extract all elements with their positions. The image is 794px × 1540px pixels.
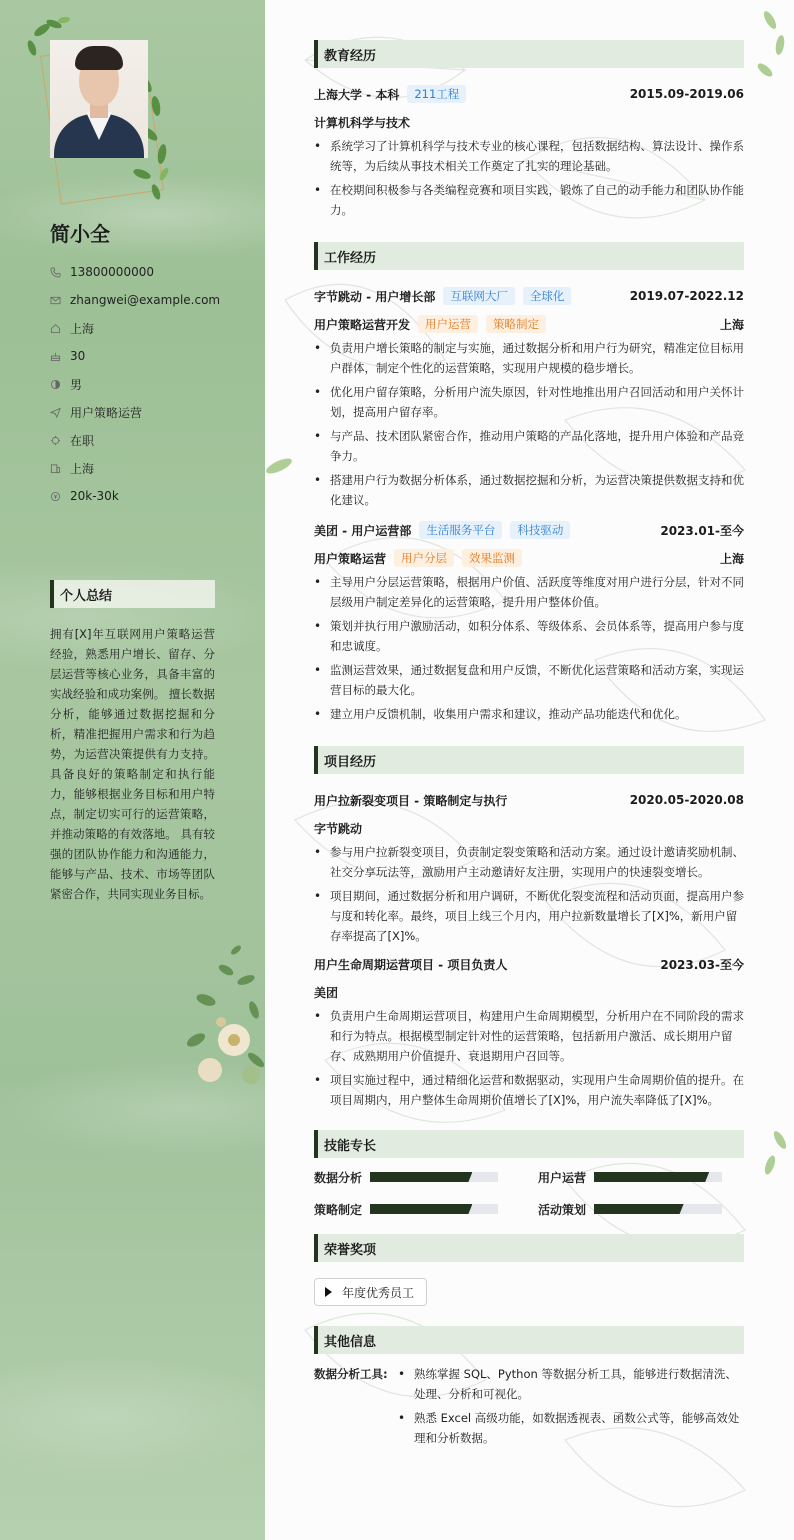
info-location bbox=[50, 314, 220, 342]
job-role: 用户策略运营 bbox=[314, 551, 387, 566]
company-tag: 全球化 bbox=[523, 287, 572, 305]
list-item: • 项目实施过程中，通过精细化运营和数据驱动，实现用户生命周期价值的提升。在项目周期内，用户整体生命周期价值增长了[X]%，用户流失率降低了[X]%。 bbox=[314, 1070, 744, 1110]
list-item: • 系统学习了计算机科学与技术专业的核心课程，包括数据结构、算法设计、操作系统等，为后续从事技术相关工作奠定了扎实的理论基础。 bbox=[314, 136, 744, 176]
phone-icon bbox=[50, 267, 70, 278]
role-tag: 效果监测 bbox=[462, 549, 522, 567]
sidebar bbox=[0, 0, 265, 1540]
skill-bar bbox=[594, 1204, 722, 1214]
job-role-row bbox=[314, 544, 744, 572]
job-role: 用户策略运营开发 bbox=[314, 317, 411, 332]
list-item: • 策划并执行用户激励活动，如积分体系、等级体系、会员体系等，提高用户参与度和忠诚度。 bbox=[314, 616, 744, 656]
profile-photo bbox=[50, 40, 148, 158]
info-text: 上海 bbox=[70, 321, 95, 336]
info-salary bbox=[50, 482, 220, 510]
job-company-row bbox=[314, 282, 744, 310]
education-heading: 教育经历 bbox=[314, 40, 744, 68]
skill-label: 活动策划 bbox=[538, 1202, 587, 1217]
job-date: 2019.07-2022.12 bbox=[629, 289, 744, 303]
skill-label: 用户运营 bbox=[538, 1170, 587, 1185]
info-status bbox=[50, 426, 220, 454]
project-row bbox=[314, 786, 744, 814]
list-item: • 优化用户留存策略，分析用户流失原因，针对性地推出用户召回活动和用户关怀计划，提高用户留存率。 bbox=[314, 382, 744, 422]
skill-label: 策略制定 bbox=[314, 1202, 363, 1217]
skill-item bbox=[538, 1198, 744, 1220]
gender-icon bbox=[50, 379, 70, 390]
summary-heading: 个人总结 bbox=[50, 580, 215, 608]
skill-fill bbox=[370, 1172, 472, 1182]
info-phone bbox=[50, 258, 220, 286]
info-age bbox=[50, 342, 220, 370]
project-org: 美团 bbox=[314, 985, 339, 1000]
main-content bbox=[265, 0, 794, 1540]
skill-label: 数据分析 bbox=[314, 1170, 363, 1185]
list-item: • 主导用户分层运营策略，根据用户价值、活跃度等维度对用户进行分层，针对不同层级用户制定差异化的运营策略，提升用户整体价值。 bbox=[314, 572, 744, 612]
skill-bar bbox=[370, 1204, 498, 1214]
project-row bbox=[314, 950, 744, 978]
profile-name: 简小全 bbox=[50, 222, 110, 246]
education-block bbox=[314, 80, 744, 220]
info-gender bbox=[50, 370, 220, 398]
project-org: 字节跳动 bbox=[314, 821, 363, 836]
project-name: 用户拉新裂变项目 - 策略制定与执行 bbox=[314, 793, 508, 808]
summary-text: 拥有[X]年互联网用户策略运营经验，熟悉用户增长、留存、分层运营等核心业务，具备丰富的实战经验和成功案例。 擅长数据分析，能够通过数据挖掘和分析，精准把握用户需求和行为趋势，为运营决策提供有力支持。 具备良好的策略制定和执行能力，能够根据业务目标和用户特点，制定切实可行的运营策略，并推动策略的有效落地。 具有较强的团队协作能力和沟通能力，能够与产品、技术、市场等团队紧密合作，共同实现业务目标。 bbox=[50, 627, 215, 901]
home-icon bbox=[50, 323, 70, 334]
job-block bbox=[314, 282, 744, 510]
building-icon bbox=[50, 463, 70, 474]
info-text: 用户策略运营 bbox=[70, 405, 143, 420]
info-city bbox=[50, 454, 220, 482]
job-city: 上海 bbox=[719, 317, 744, 332]
avatar-area bbox=[30, 18, 170, 198]
info-text: 上海 bbox=[70, 461, 95, 476]
info-text: 男 bbox=[70, 377, 83, 392]
skill-item bbox=[314, 1198, 520, 1220]
info-text: 在职 bbox=[70, 433, 95, 448]
award-label: 年度优秀员工 bbox=[342, 1285, 415, 1300]
send-icon bbox=[50, 407, 70, 418]
project-date: 2020.05-2020.08 bbox=[629, 793, 744, 807]
list-item: • 熟悉 Excel 高级功能，如数据透视表、函数公式等，能够高效处理和分析数据。 bbox=[398, 1408, 744, 1448]
education-date: 2015.09-2019.06 bbox=[629, 87, 744, 101]
education-bullets bbox=[314, 136, 744, 220]
project-block bbox=[314, 950, 744, 1110]
honors-list bbox=[314, 1278, 744, 1306]
list-item: • 负责用户生命周期运营项目，构建用户生命周期模型，分析用户在不同阶段的需求和行为特点。根据模型制定针对性的运营策略，包括新用户激活、成长期用户留存、成熟期用户价值提升、衰退期用户召回等。 bbox=[314, 1006, 744, 1066]
job-company-row bbox=[314, 516, 744, 544]
project-name: 用户生命周期运营项目 - 项目负责人 bbox=[314, 957, 508, 972]
work-heading: 工作经历 bbox=[314, 242, 744, 270]
other-key: 数据分析工具: bbox=[314, 1367, 388, 1381]
job-role-row bbox=[314, 310, 744, 338]
info-text: 20k-30k bbox=[70, 489, 119, 503]
skill-item bbox=[314, 1166, 520, 1188]
info-position bbox=[50, 398, 220, 426]
job-company: 美团 - 用户运营部 bbox=[314, 523, 412, 538]
other-info-row bbox=[314, 1364, 744, 1452]
project-bullets bbox=[314, 842, 744, 946]
list-item: • 建立用户反馈机制，收集用户需求和建议，推动产品功能迭代和优化。 bbox=[314, 704, 744, 724]
major-name: 计算机科学与技术 bbox=[314, 115, 411, 130]
projects-heading: 项目经历 bbox=[314, 746, 744, 774]
skill-fill bbox=[370, 1204, 472, 1214]
school-tag: 211工程 bbox=[407, 85, 466, 103]
money-icon bbox=[50, 491, 70, 502]
list-item: • 在校期间积极参与各类编程竞赛和项目实践，锻炼了自己的动手能力和团队协作能力。 bbox=[314, 180, 744, 220]
project-org-row bbox=[314, 814, 744, 842]
job-date: 2023.01-至今 bbox=[660, 523, 744, 538]
info-text: 30 bbox=[70, 349, 86, 363]
honors-heading: 荣誉奖项 bbox=[314, 1234, 744, 1262]
mail-icon bbox=[50, 295, 70, 306]
project-org-row bbox=[314, 978, 744, 1006]
job-bullets bbox=[314, 572, 744, 724]
cake-icon bbox=[50, 351, 70, 362]
school-name: 上海大学 - 本科 bbox=[314, 87, 400, 102]
skill-bar bbox=[370, 1172, 498, 1182]
role-tag: 用户分层 bbox=[394, 549, 454, 567]
skill-item bbox=[538, 1166, 744, 1188]
company-tag: 生活服务平台 bbox=[419, 521, 502, 539]
skill-fill bbox=[594, 1204, 684, 1214]
skills-grid bbox=[314, 1166, 744, 1220]
job-company: 字节跳动 - 用户增长部 bbox=[314, 289, 436, 304]
project-bullets bbox=[314, 1006, 744, 1110]
other-bullets bbox=[394, 1364, 744, 1452]
award-item[interactable] bbox=[314, 1278, 427, 1306]
job-city: 上海 bbox=[719, 551, 744, 566]
skills-heading: 技能专长 bbox=[314, 1130, 744, 1158]
list-item: • 熟练掌握 SQL、Python 等数据分析工具，能够进行数据清洗、处理、分析和可视化。 bbox=[398, 1364, 744, 1404]
list-item: • 监测运营效果，通过数据复盘和用户反馈，不断优化运营策略和活动方案，实现运营目标的最大化。 bbox=[314, 660, 744, 700]
skill-bar bbox=[594, 1172, 722, 1182]
skill-fill bbox=[594, 1172, 709, 1182]
contact-info-list bbox=[50, 258, 220, 510]
status-icon bbox=[50, 435, 70, 446]
flower-decoration-icon bbox=[176, 930, 265, 1090]
project-date: 2023.03-至今 bbox=[660, 957, 744, 972]
education-row bbox=[314, 80, 744, 108]
project-block bbox=[314, 786, 744, 946]
list-item: • 与产品、技术团队紧密合作，推动用户策略的产品化落地，提升用户体验和产品竞争力。 bbox=[314, 426, 744, 466]
list-item: • 项目期间，通过数据分析和用户调研，不断优化裂变流程和活动页面，提高用户参与度和转化率。最终，项目上线三个月内，用户拉新数量增长了[X]%，新用户留存率提高了[X]%。 bbox=[314, 886, 744, 946]
info-text: 13800000000 bbox=[70, 265, 154, 279]
job-block bbox=[314, 516, 744, 724]
info-text: zhangwei@example.com bbox=[70, 293, 221, 307]
job-bullets bbox=[314, 338, 744, 510]
other-heading: 其他信息 bbox=[314, 1326, 744, 1354]
info-email bbox=[50, 286, 220, 314]
resume-content bbox=[314, 40, 744, 1452]
play-triangle-icon bbox=[325, 1287, 332, 1297]
company-tag: 科技驱动 bbox=[510, 521, 570, 539]
list-item: • 负责用户增长策略的制定与实施，通过数据分析和用户行为研究，精准定位目标用户群体，制定个性化的运营策略，实现用户规模的稳步增长。 bbox=[314, 338, 744, 378]
role-tag: 策略制定 bbox=[486, 315, 546, 333]
list-item: • 搭建用户行为数据分析体系，通过数据挖掘和分析，为运营决策提供数据支持和优化建议。 bbox=[314, 470, 744, 510]
list-item: • 参与用户拉新裂变项目，负责制定裂变策略和活动方案。通过设计邀请奖励机制、社交分享玩法等，激励用户主动邀请好友注册，实现用户的快速裂变增长。 bbox=[314, 842, 744, 882]
major-row bbox=[314, 108, 744, 136]
company-tag: 互联网大厂 bbox=[443, 287, 515, 305]
role-tag: 用户运营 bbox=[418, 315, 478, 333]
